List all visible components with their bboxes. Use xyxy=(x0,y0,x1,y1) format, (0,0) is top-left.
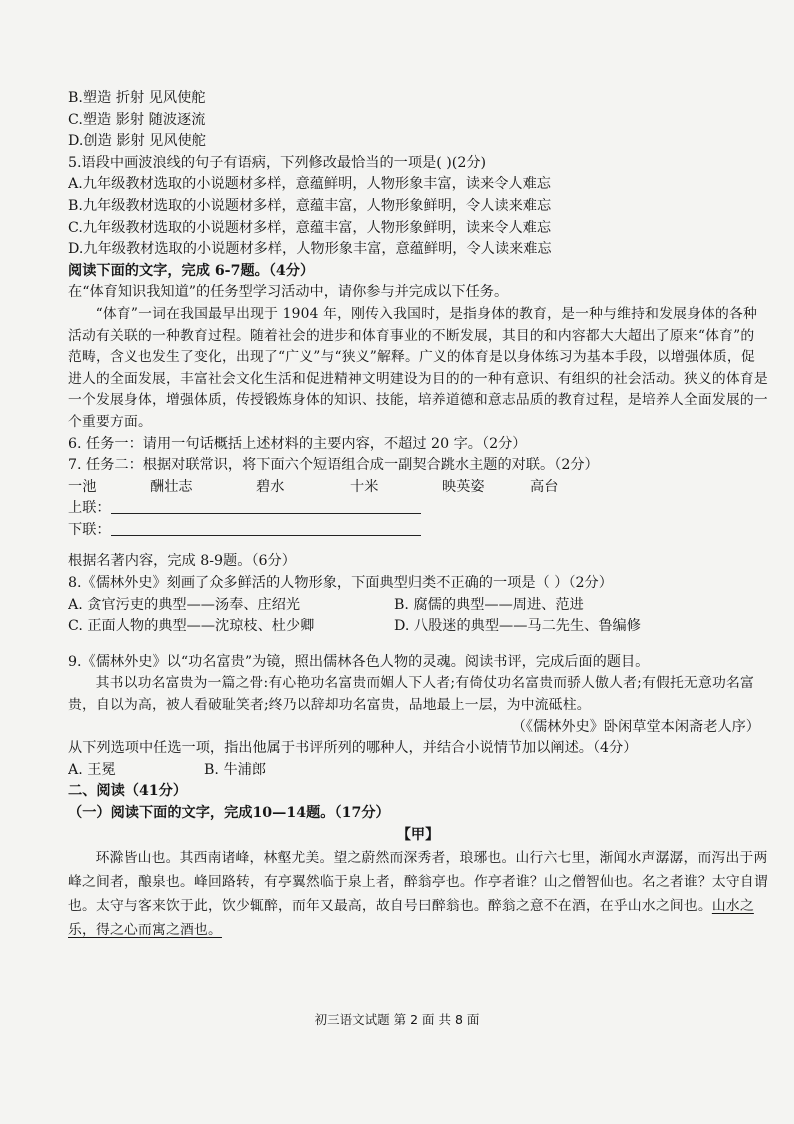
passage-jia-label: 【甲】 xyxy=(396,826,440,843)
read67-heading: 阅读下面的文字，完成 6-7题。（4分） xyxy=(68,262,315,279)
section-2-title: 二、阅读（41分） xyxy=(68,783,188,800)
q5-option-d: D.九年级教材选取的小说题材多样，人物形象丰富，意蕴鲜明，令人读来难忘 xyxy=(68,241,552,258)
page-footer: 初三语文试题 第 2 面 共 8 面 xyxy=(314,1012,480,1027)
q9-option-b: B. 牛浦郎 xyxy=(204,761,267,778)
q8-option-b: B. 腐儒的典型——周进、范进 xyxy=(394,596,584,613)
q8-option-c: C. 正面人物的典型——沈琼枝、杜少卿 xyxy=(68,618,315,635)
q5-option-b: B.九年级教材选取的小说题材多样，意蕴丰富，人物形象鲜明，令人读来难忘 xyxy=(68,197,552,214)
q9-option-a: A. 王冕 xyxy=(68,761,116,778)
phrase-item: 十米 xyxy=(350,478,379,495)
underlined-sentence: 山水之乐，得之心而寓之酒也。 xyxy=(68,898,754,939)
q8-option-d: D. 八股迷的典型——马二先生、鲁编修 xyxy=(394,618,641,635)
q6-stem: 6. 任务一：请用一句话概括上述材料的主要内容，不超过 20 字。（2分） xyxy=(68,435,527,452)
phrase-item: 映英姿 xyxy=(442,478,485,495)
task-intro: 在“体育知识我知道”的任务型学习活动中，请你参与并完成以下任务。 xyxy=(68,284,509,301)
q5-option-c: C.九年级教材选取的小说题材多样，意蕴丰富，人物形象鲜明，读来令人难忘 xyxy=(68,219,552,236)
lower-couplet-label: 下联： xyxy=(68,521,111,538)
read89-heading: 根据名著内容，完成 8-9题。（6分） xyxy=(68,553,296,570)
review-source: （《儒林外史》卧闲草堂本闲斋老人序） xyxy=(511,718,760,735)
q9-task: 从下列选项中任选一项，指出他属于书评所列的哪种人，并结合小说情节加以阐述。（4分） xyxy=(68,740,638,757)
q8-option-a: A. 贪官污吏的典型——汤奉、庄绍光 xyxy=(68,596,301,613)
q8-options-row-2 xyxy=(68,616,768,638)
q4-option-b: B.塑造 折射 见风使舵 xyxy=(68,90,206,106)
q5-option-a: A.九年级教材选取的小说题材多样，意蕴鲜明，人物形象丰富，读来令人难忘 xyxy=(68,176,551,193)
phrase-item: 酬壮志 xyxy=(150,478,193,495)
phrase-item: 高台 xyxy=(530,478,559,495)
q4-option-d: D.创造 影射 见风使舵 xyxy=(68,133,206,150)
section-2-subheading: （一）阅读下面的文字，完成10—14题。（17分） xyxy=(68,805,390,821)
upper-couplet-row xyxy=(68,498,768,520)
q9-options xyxy=(68,760,768,782)
sport-passage: “体育”一词在我国最早出现于 1904 年，刚传入我国时，是指身体的教育，是一种与维持和发展身体的各种活动有关联的一种教育过程。随着社会的进步和体育事业的不断发展，其目的和内容都大大超出了原来“体育”的范畴，含义也发生了变化，出现了“广义”与“狭义”解释。广义的体育是以身体练习为基本手段，以增强体质，促进人的全面发展，丰富社会文化生活和促进精神文明建设为目的的一种有意识、有组织的社会活动。狭义的体育是一个发展身体，增强体质，传授锻炼身体的知识、技能，培养道德和意志品质的教育过程，是培养人全面发展的一个重要方面。 xyxy=(68,305,768,430)
lower-couplet-answer-line[interactable] xyxy=(111,521,421,536)
zuiwengting-text: 环滁皆山也。其西南诸峰，林壑尤美。望之蔚然而深秀者，琅琊也。山行六七里，渐闻水声潺潺，而泻出于两峰之间者，酿泉也。峰回路转，有亭翼然临于泉上者，醉翁亭也。作亭者谁？山之僧智仙也。名之者谁？太守自谓也。太守与客来饮于此，饮少辄醉，而年又最高，故自号曰醉翁也。醉翁之意不在酒，在乎山水之间也。 xyxy=(68,850,768,915)
q4-option-c: C.塑造 影射 随波逐流 xyxy=(68,111,206,128)
lower-couplet-row xyxy=(68,520,768,542)
phrase-list xyxy=(68,477,768,499)
upper-couplet-label: 上联： xyxy=(68,500,111,517)
phrase-item: 碧水 xyxy=(256,478,285,495)
zuiwengting-passage xyxy=(68,846,768,942)
q7-stem: 7. 任务二：根据对联常识，将下面六个短语组合成一副契合跳水主题的对联。（2分） xyxy=(68,457,599,474)
phrase-item: 一池 xyxy=(68,478,97,495)
q8-stem: 8.《儒林外史》刻画了众多鲜活的人物形象，下面典型归类不正确的一项是（ ）（2分） xyxy=(68,575,613,592)
q9-stem: 9.《儒林外史》以“功名富贵”为镜，照出儒林各色人物的灵魂。阅读书评，完成后面的题目。 xyxy=(68,653,650,670)
q8-options-row-1 xyxy=(68,595,768,617)
q5-stem: 5.语段中画波浪线的句子有语病，下列修改最恰当的一项是( )(2分) xyxy=(68,154,487,171)
book-review: 其书以功名富贵为一篇之骨:有心艳功名富贵而媚人下人者;有倚仗功名富贵而骄人傲人者;有假托无意功名富贵，自以为高，被人看破耻笑者;终乃以辞却功名富贵，品地最上一层，为中流砥柱。 xyxy=(68,675,754,714)
upper-couplet-answer-line[interactable] xyxy=(111,499,421,514)
